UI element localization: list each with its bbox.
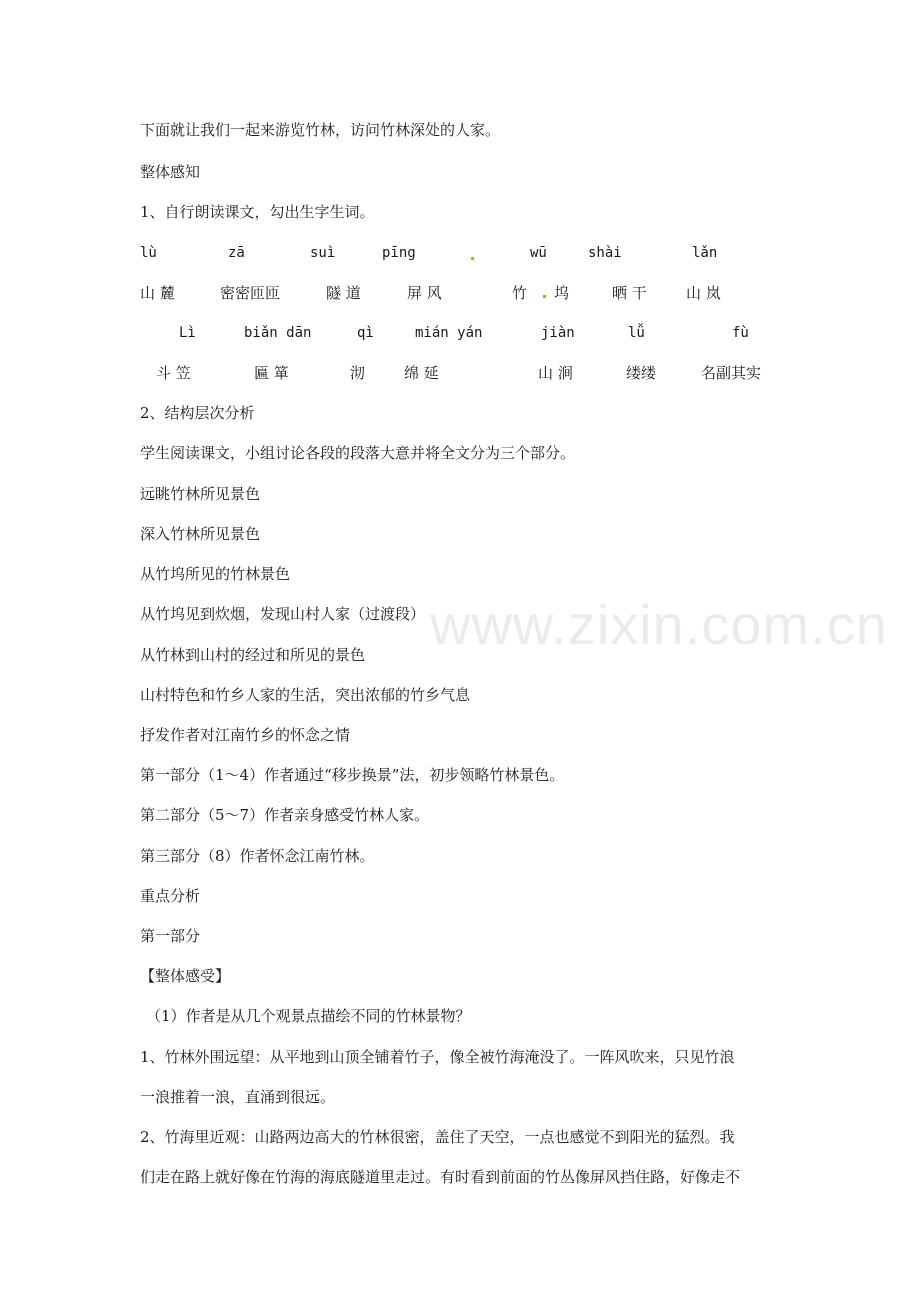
para-summary-4: 从竹坞见到炊烟，发现山村人家（过渡段）: [140, 605, 426, 623]
pinyin-biandan: biǎn dān: [244, 325, 312, 341]
pinyin-ping: pīng: [382, 245, 416, 261]
pinyin-shai: shài: [588, 245, 622, 261]
answer-2-line-2: 们走在路上就好像在竹海的海底隧道里走过。有时看到前面的竹丛像屏风挡住路，好像走不: [140, 1168, 741, 1186]
pinyin-sui: suì: [310, 245, 336, 261]
pinyin-row-2: [0, 323, 920, 345]
answer-2-line-1: 2、竹海里近观：山路两边高大的竹林很密，盖住了天空，一点也感觉不到阳光的猛烈。我: [140, 1128, 735, 1146]
word-douli: 斗 笠: [156, 364, 191, 382]
word-pingfeng: 屏 风: [407, 284, 442, 302]
site-watermark: www.zixin.com.cn: [430, 593, 888, 656]
word-shanlu: 山 麓: [140, 284, 175, 302]
bracket-title: 【整体感受】: [140, 967, 231, 985]
pinyin-lu: lù: [140, 245, 157, 261]
para-summary-6: 山村特色和竹乡人家的生活，突出浓郁的竹乡气息: [140, 686, 471, 704]
pinyin-row-1: [0, 243, 920, 265]
pinyin-lv: lǚ: [628, 325, 645, 341]
pinyin-fu: fù: [732, 325, 749, 341]
section-heading-overall: 整体感知: [140, 163, 201, 181]
para-summary-2: 深入竹林所见景色: [140, 525, 261, 543]
words-row-1: [0, 283, 920, 305]
word-wu: 坞: [554, 284, 570, 302]
word-biandan: 匾 箪: [254, 364, 289, 382]
pinyin-wu: wū: [530, 245, 547, 261]
answer-1-line-2: 一浪推着一浪，直涌到很远。: [140, 1088, 336, 1106]
para-summary-5: 从竹林到山村的经过和所见的景色: [140, 646, 366, 664]
words-row-2: [0, 363, 920, 385]
word-lvlv: 缕缕: [626, 364, 657, 382]
marker-dot: [471, 257, 474, 260]
word-shanjian: 山 涧: [538, 364, 573, 382]
pinyin-lan: lǎn: [692, 245, 718, 261]
para-summary-3: 从竹坞所见的竹林景色: [140, 565, 291, 583]
answer-1-line-1: 1、竹林外围远望：从平地到山顶全铺着竹子，像全被竹海淹没了。一阵风吹来，只见竹浪: [140, 1048, 735, 1066]
word-zhu: 竹: [512, 284, 528, 302]
word-qi: 沏: [350, 364, 366, 382]
pinyin-mianyan: mián yán: [415, 325, 483, 341]
word-mimizaza: 密密匝匝: [220, 284, 281, 302]
part-2-summary: 第二部分（5～7）作者亲身感受竹林人家。: [140, 806, 430, 824]
word-mianyan: 绵 延: [404, 364, 439, 382]
marker-dot: [543, 295, 546, 298]
section-heading-key: 重点分析: [140, 887, 201, 905]
pinyin-li: Lì: [179, 325, 196, 341]
part-3-summary: 第三部分（8）作者怀念江南竹林。: [140, 847, 375, 865]
para-summary-1: 远眺竹林所见景色: [140, 485, 261, 503]
pinyin-za: zā: [228, 245, 245, 261]
para-summary-7: 抒发作者对江南竹乡的怀念之情: [140, 726, 351, 744]
part-one-heading: 第一部分: [140, 927, 201, 945]
pinyin-jian: jiàn: [541, 325, 575, 341]
word-shanlan: 山 岚: [686, 284, 721, 302]
word-shaigan: 晒 干: [612, 284, 647, 302]
task-2: 2、结构层次分析: [140, 404, 255, 422]
intro-line: 下面就让我们一起来游览竹林，访问竹林深处的人家。: [140, 121, 501, 139]
task-2-desc: 学生阅读课文，小组讨论各段的段落大意并将全文分为三个部分。: [140, 444, 576, 462]
pinyin-qi: qì: [357, 325, 374, 341]
task-1: 1、自行朗读课文，勾出生字生词。: [140, 203, 375, 221]
question-1: （1）作者是从几个观景点描绘不同的竹林景物？: [146, 1007, 471, 1025]
word-mingfuqishi: 名副其实: [701, 364, 762, 382]
part-1-summary: 第一部分（1～4）作者通过“移步换景”法，初步领略竹林景色。: [140, 766, 565, 784]
word-suidao: 隧 道: [326, 284, 361, 302]
